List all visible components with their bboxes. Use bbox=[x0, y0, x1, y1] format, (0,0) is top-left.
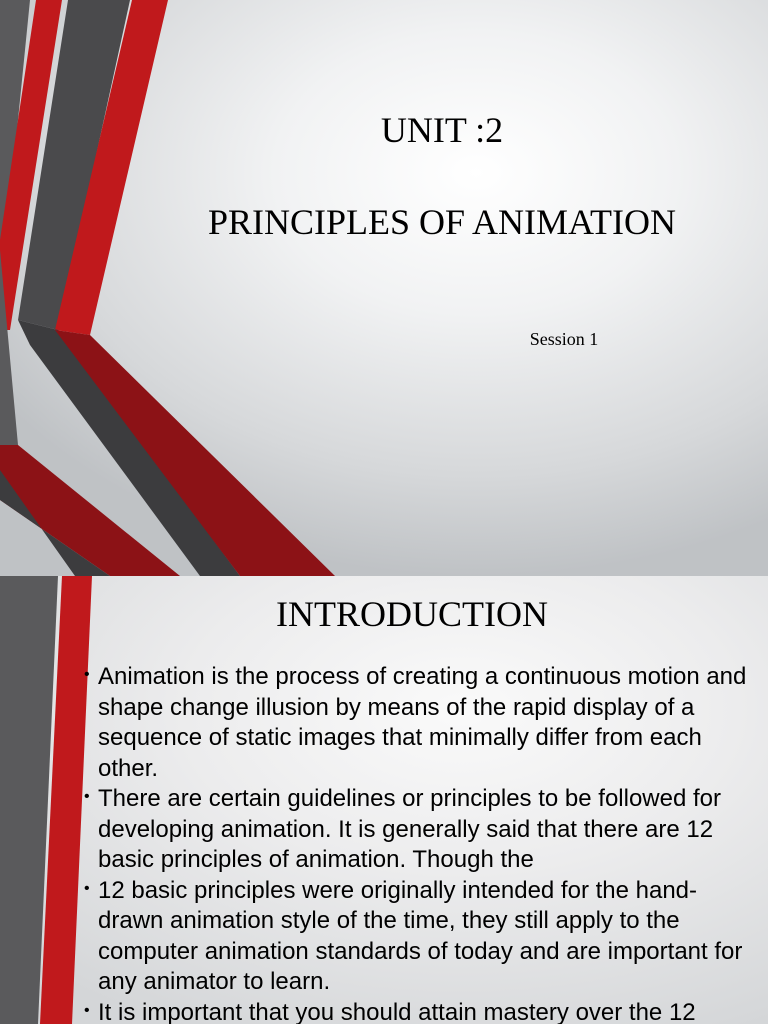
bullet-item bbox=[84, 784, 754, 876]
bullet-text: There are certain guidelines or principles to be followed for developing animation. It is generally said that there are 12 basic principles of animation. Though the bbox=[98, 785, 722, 873]
bullet-icon: • bbox=[84, 788, 90, 805]
session-subtitle: Session 1 bbox=[529, 329, 599, 349]
bullet-text: Animation is the process of creating a continuous motion and shape change illusion by means of the rapid display of a sequence of static images that minimally differ from each other. bbox=[98, 663, 747, 782]
bullet-text: It is important that you should attain mastery over the 12 bbox=[98, 998, 696, 1024]
unit-title: UNIT :2 bbox=[380, 110, 504, 150]
bullet-list bbox=[84, 662, 754, 1024]
presentation-title: PRINCIPLES OF ANIMATION bbox=[207, 202, 677, 242]
bullet-icon: • bbox=[84, 666, 90, 683]
bullet-item bbox=[84, 662, 754, 784]
introduction-slide bbox=[0, 576, 768, 1024]
bullet-icon: • bbox=[84, 1001, 90, 1019]
bullet-item bbox=[84, 876, 754, 998]
bullet-text: 12 basic principles were originally intended for the hand-drawn animation style of the time, they still apply to the computer animation standards of today and are important for any animator to learn. bbox=[98, 876, 743, 995]
slide-title: INTRODUCTION bbox=[276, 594, 548, 634]
bullet-icon: • bbox=[84, 879, 90, 897]
bullet-item bbox=[84, 998, 754, 1024]
